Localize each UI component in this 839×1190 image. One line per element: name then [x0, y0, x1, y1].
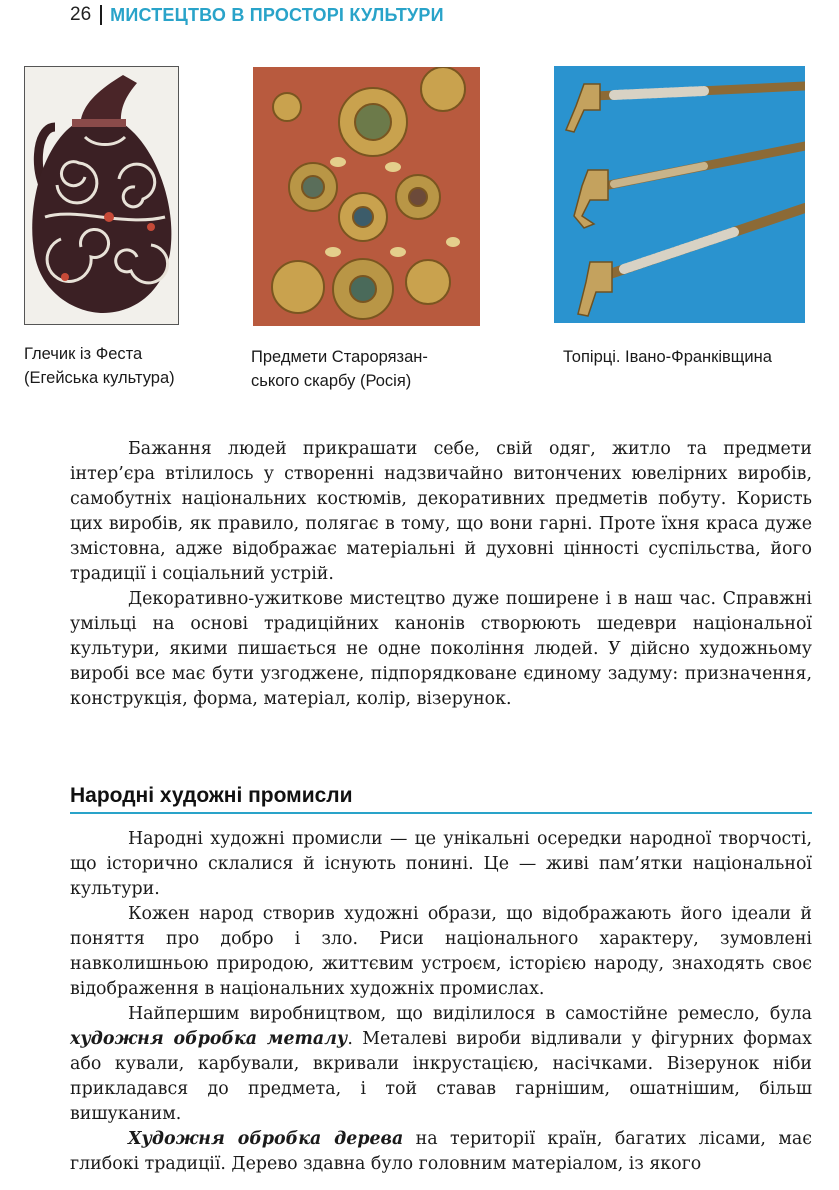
section-paragraph-2: Кожен народ створив художні образи, що відображають його ідеали й поняття про добро і зло. Риси національного характеру, зумовлені навколишньою природою, життєвим устроєм, історією народу, знаходять своє відображення в національних художніх промислах. [70, 904, 812, 999]
page-number: 26 [70, 4, 92, 25]
section-paragraph-3 [70, 1002, 812, 1127]
caption-jug [24, 342, 175, 390]
caption-jug-line2: (Егейська культура) [24, 369, 175, 387]
intro-paragraph-1: Бажання людей прикрашати себе, свій одяг, житло та предмети інтер’єра втілилось у створенні надзвичайно витончених ювелірних виробів, самобутніх національних костюмів, декоративних предметів побуту. Користь цих виробів, як правило, полягає в тому, що вони гарні. Проте їхня краса дуже змістовна, адже відображає матеріальні й духовні цінності суспільства, його традиції і соціальний устрій. [70, 439, 812, 584]
section-paragraph-1: Народні художні промисли — це унікальні осередки народної творчості, що історично склалися й існують понині. Це — живі пам’ятки національної культури. [70, 829, 812, 899]
section-heading: Народні художні промисли [70, 784, 812, 814]
caption-treasure-line2: ського скарбу (Росія) [251, 372, 412, 390]
intro-text [70, 437, 812, 712]
section-paragraph-4 [70, 1127, 812, 1177]
section-text [70, 827, 812, 1177]
treasure-photo [253, 67, 480, 326]
caption-axes-line1: Топірці. Івано-Франківщина [563, 348, 772, 366]
running-title: МИСТЕЦТВО В ПРОСТОРІ КУЛЬТУРИ [110, 4, 444, 25]
caption-axes [563, 345, 772, 369]
page-header [70, 2, 444, 28]
paragraph3-start: Найпершим виробництвом, що виділилося в самостійне ремесло, була [128, 1004, 812, 1024]
paragraph3-end: . Металеві вироби відливали у фігурних формах або кували, карбували, вкривали інкрустацією, насічками. Візерунок ніби прикладався до предмета, і той ставав гарнішим, ошатнішим, більш вишуканим. [70, 1029, 812, 1124]
caption-treasure-line1: Предмети Старорязан- [251, 348, 428, 366]
axes-photo [554, 66, 805, 323]
term-woodwork: Художня обробка дерева [128, 1129, 404, 1149]
term-metalwork: художня обробка металу [70, 1029, 348, 1049]
caption-jug-line1: Глечик із Феста [24, 345, 143, 363]
header-divider [100, 5, 102, 25]
paragraph4-end: на території країн, багатих лісами, має глибокі традиції. Дерево здавна було головним матеріалом, із якого [70, 1129, 813, 1174]
intro-paragraph-2: Декоративно-ужиткове мистецтво дуже поширене і в наш час. Справжні умільці на основі традиційних канонів створюють шедеври національної культури, якими пишається не одне покоління людей. У дійсно художньому виробі все має бути узгоджене, підпорядковане єдиному задуму: призначення, конструкція, форма, матеріал, колір, візерунок. [70, 589, 812, 709]
jug-photo [24, 66, 179, 325]
caption-treasure [251, 345, 428, 393]
